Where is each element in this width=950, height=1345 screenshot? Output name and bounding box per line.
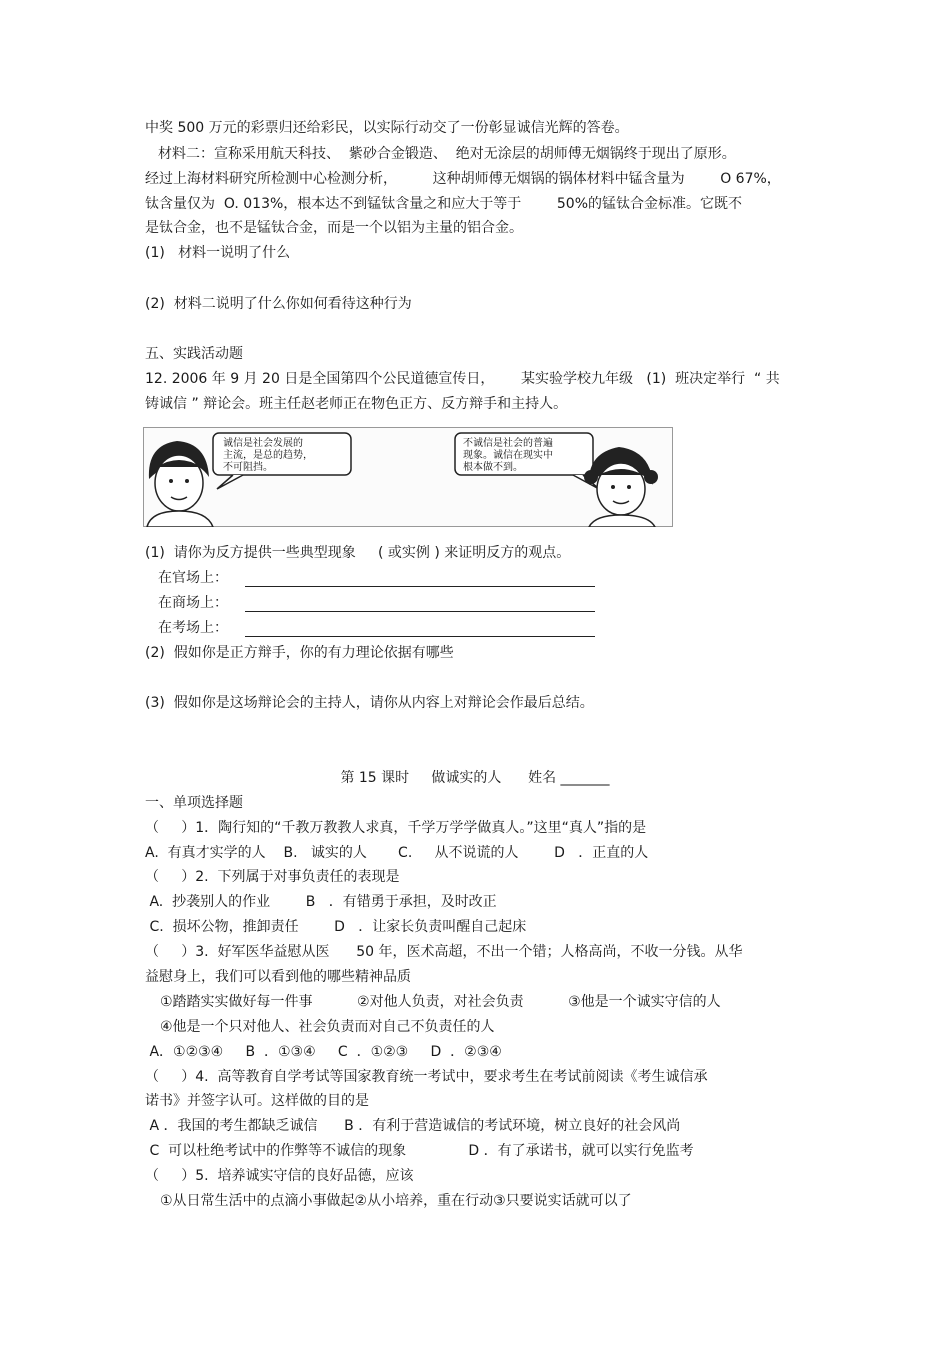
debate-cartoon xyxy=(143,427,673,527)
question: （ ）3. 好军医华益慰从医 50 年，医术高超，不出一个错；人格高尚，不收一分钱。从华 xyxy=(145,944,743,960)
answer-line[interactable] xyxy=(245,586,595,587)
question: 12. 2006 年 9 月 20 日是全国第四个公民道德宣传日， 某实验学校九年级 (1) 班决定举行 “ 共 xyxy=(145,371,780,387)
options: A ．我国的考生都缺乏诚信 B ．有利于营造诚信的考试环境，树立良好的社会风尚 xyxy=(145,1118,681,1134)
section-title: 一、单项选择题 xyxy=(145,795,243,811)
bubble-left-line: 诚信是社会发展的 xyxy=(223,438,303,449)
question: (2) 假如你是正方辩手，你的有力理论依据有哪些 xyxy=(145,645,454,661)
section-title: 五、实践活动题 xyxy=(145,346,243,362)
text-line: 中奖 500 万元的彩票归还给彩民，以实际行动交了一份彰显诚信光辉的答卷。 xyxy=(145,120,629,136)
question: 诺书》并签字认可。这样做的目的是 xyxy=(145,1093,369,1109)
bubble-right-line: 根本做不到。 xyxy=(463,462,523,473)
field-label: 在考场上： xyxy=(158,620,228,636)
question: (2) 材料二说明了什么你如何看待这种行为 xyxy=(145,296,412,312)
answer-line[interactable] xyxy=(245,611,595,612)
bubble-right-line: 现象。诚信在现实中 xyxy=(463,450,553,461)
options: A. 抄袭别人的作业 B ．有错勇于承担，及时改正 xyxy=(145,894,497,910)
question: (1) 请你为反方提供一些典型现象 ( 或实例 ) 来证明反方的观点。 xyxy=(145,545,571,561)
lesson-heading: 第 15 课时 做诚实的人 姓名 _______ xyxy=(340,770,610,786)
bubble-right-line: 不诚信是社会的普遍 xyxy=(463,438,553,449)
options: A. 有真才实学的人 B. 诚实的人 C. 从不说谎的人 D ．正直的人 xyxy=(145,845,649,861)
question: 铸诚信 ” 辩论会。班主任赵老师正在物色正方、反方辩手和主持人。 xyxy=(145,396,568,412)
options: ①从日常生活中的点滴小事做起②从小培养，重在行动③只要说实话就可以了 xyxy=(160,1193,632,1209)
text-line: 是钛合金，也不是锰钛合金，而是一个以铝为主量的铝合金。 xyxy=(145,220,523,236)
field-label: 在商场上： xyxy=(158,595,228,611)
answer-line[interactable] xyxy=(245,636,595,637)
bubble-left-line: 主流，是总的趋势， xyxy=(223,450,313,461)
question: （ ）2. 下列属于对事负责任的表现是 xyxy=(145,869,400,885)
field-label: 在官场上： xyxy=(158,570,228,586)
options: ①踏踏实实做好每一件事 ②对他人负责，对社会负责 ③他是一个诚实守信的人 xyxy=(160,994,721,1010)
question: (3) 假如你是这场辩论会的主持人，请你从内容上对辩论会作最后总结。 xyxy=(145,695,594,711)
text-line: 钛含量仅为 O. 013%，根本达不到锰钛含量之和应大于等于 50%的锰钛合金标准。它既不 xyxy=(145,196,742,212)
question: 益慰身上，我们可以看到他的哪些精神品质 xyxy=(145,969,411,985)
text-line: 经过上海材料研究所检测中心检测分析， 这种胡师傅无烟锅的锅体材料中锰含量为 O 67%， xyxy=(145,171,781,187)
bubble-left-line: 不可阻挡。 xyxy=(223,462,273,473)
question: （ ）5. 培养诚实守信的良好品德，应该 xyxy=(145,1168,414,1184)
options: A．①②③④ B ．①③④ C ．①②③ D ．②③④ xyxy=(145,1044,502,1060)
question: （ ）1．陶行知的“千教万教教人求真，千学万学学做真人。”这里“真人”指的是 xyxy=(145,820,647,836)
text-line: 材料二：宣称采用航天科技、 紫砂合金锻造、 绝对无涂层的胡师傅无烟锅终于现出了原形。 xyxy=(158,146,736,162)
options: C 可以杜绝考试中的作弊等不诚信的现象 D ．有了承诺书，就可以实行免监考 xyxy=(145,1143,694,1159)
options: ④他是一个只对他人、社会负责而对自己不负责任的人 xyxy=(160,1019,495,1035)
question: （ ）4. 高等教育自学考试等国家教育统一考试中，要求考生在考试前阅读《考生诚信承 xyxy=(145,1069,708,1085)
question: (1) 材料一说明了什么 xyxy=(145,245,291,261)
options: C. 损坏公物，推卸责任 D ．让家长负责叫醒自己起床 xyxy=(145,919,527,935)
